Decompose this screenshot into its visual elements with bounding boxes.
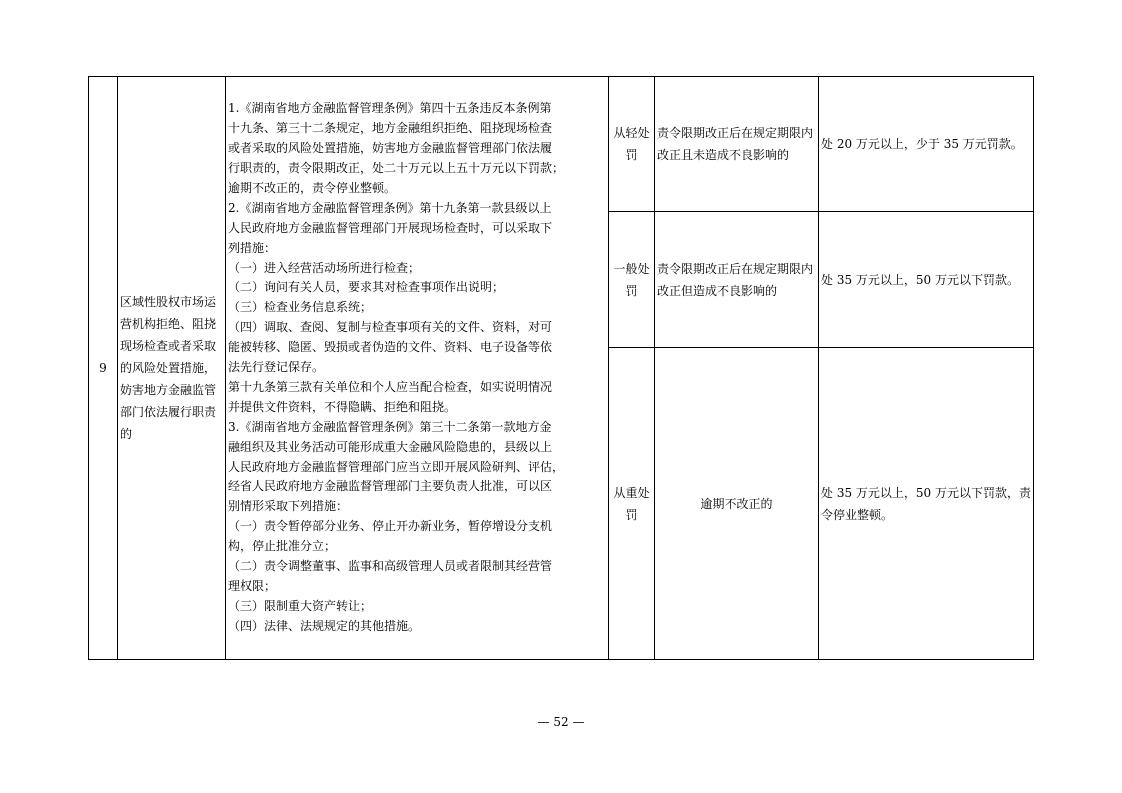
legal-basis-line: （一）进入经营活动场所进行检查； xyxy=(228,260,421,275)
violation-description: 区域性股权市场运营机构拒绝、阻挠现场检查或者采取的风险处置措施，妨害地方金融监管部门依法履行职责的 xyxy=(118,77,226,660)
legal-basis-line: （一）责令暂停部分业务、停止开办新业务，暂停增设分支机 xyxy=(228,519,553,534)
penalty-level-normal: 一般处罚 xyxy=(609,212,655,348)
legal-basis-line: 行职责的，责令限期改正，处二十万元以上五十万元以下罚款； xyxy=(228,160,565,175)
table-row xyxy=(89,77,1034,212)
legal-basis-line: 十九条、第三十二条规定，地方金融组织拒绝、阻挠现场检查 xyxy=(228,121,553,136)
legal-basis-line: 别情形采取下列措施： xyxy=(228,499,349,514)
legal-basis-line: （四）调取、查阅、复制与检查事项有关的文件、资料，对可 xyxy=(228,320,553,335)
legal-basis-line: 经省人民政府地方金融监督管理部门主要负责人批准，可以区 xyxy=(228,479,553,494)
legal-basis-line: 融组织及其业务活动可能形成重大金融风险隐患的，县级以上 xyxy=(228,439,553,454)
legal-basis-line: （二）询问有关人员，要求其对检查事项作出说明； xyxy=(228,280,505,295)
legal-basis-line: 逾期不改正的，责令停业整顿。 xyxy=(228,180,397,195)
legal-basis-line: 或者采取的风险处置措施，妨害地方金融监督管理部门依法履 xyxy=(228,141,553,156)
legal-basis-line: 能被转移、隐匿、毁损或者伪造的文件、资料、电子设备等依 xyxy=(228,340,553,355)
condition-heavy: 逾期不改正的 xyxy=(655,348,819,660)
legal-basis-line: 理权限； xyxy=(228,579,277,594)
legal-basis-line: 人民政府地方金融监督管理部门应当立即开展风险研判、评估， xyxy=(228,459,565,474)
legal-basis-line: 1.《湖南省地方金融监督管理条例》第四十五条违反本条例第 xyxy=(228,101,552,116)
penalty-level-light: 从轻处罚 xyxy=(609,77,655,212)
legal-basis-lines xyxy=(228,99,606,636)
legal-basis-line: 并提供文件资料，不得隐瞒、拒绝和阻挠。 xyxy=(228,399,457,414)
standard-heavy: 处 35 万元以上，50 万元以下罚款，责令停业整顿。 xyxy=(819,348,1034,660)
condition-normal: 责令限期改正后在规定期限内改正但造成不良影响的 xyxy=(655,212,819,348)
penalty-level-heavy: 从重处罚 xyxy=(609,348,655,660)
legal-basis-line: 人民政府地方金融监督管理部门开展现场检查时，可以采取下 xyxy=(228,220,553,235)
legal-basis-line: （三）限制重大资产转让； xyxy=(228,598,373,613)
legal-basis-line: （二）责令调整董事、监事和高级管理人员或者限制其经营管 xyxy=(228,559,553,574)
legal-basis-line: 法先行登记保存。 xyxy=(228,360,325,375)
legal-basis-line: 3.《湖南省地方金融监督管理条例》第三十二条第一款地方金 xyxy=(228,419,552,434)
legal-basis-line: 2.《湖南省地方金融监督管理条例》第十九条第一款县级以上 xyxy=(228,200,552,215)
condition-light: 责令限期改正后在规定期限内改正且未造成不良影响的 xyxy=(655,77,819,212)
legal-basis xyxy=(226,77,609,660)
row-number: 9 xyxy=(89,77,118,660)
legal-basis-line: 第十九条第三款有关单位和个人应当配合检查，如实说明情况 xyxy=(228,379,553,394)
penalty-table xyxy=(88,76,1034,660)
legal-basis-line: 构，停止批准分立； xyxy=(228,539,337,554)
page-number: — 52 — xyxy=(537,715,585,729)
standard-normal: 处 35 万元以上，50 万元以下罚款。 xyxy=(819,212,1034,348)
legal-basis-line: （四）法律、法规规定的其他措施。 xyxy=(228,618,421,633)
legal-basis-line: 列措施： xyxy=(228,240,277,255)
legal-basis-line: （三）检查业务信息系统； xyxy=(228,300,373,315)
standard-light: 处 20 万元以上，少于 35 万元罚款。 xyxy=(819,77,1034,212)
